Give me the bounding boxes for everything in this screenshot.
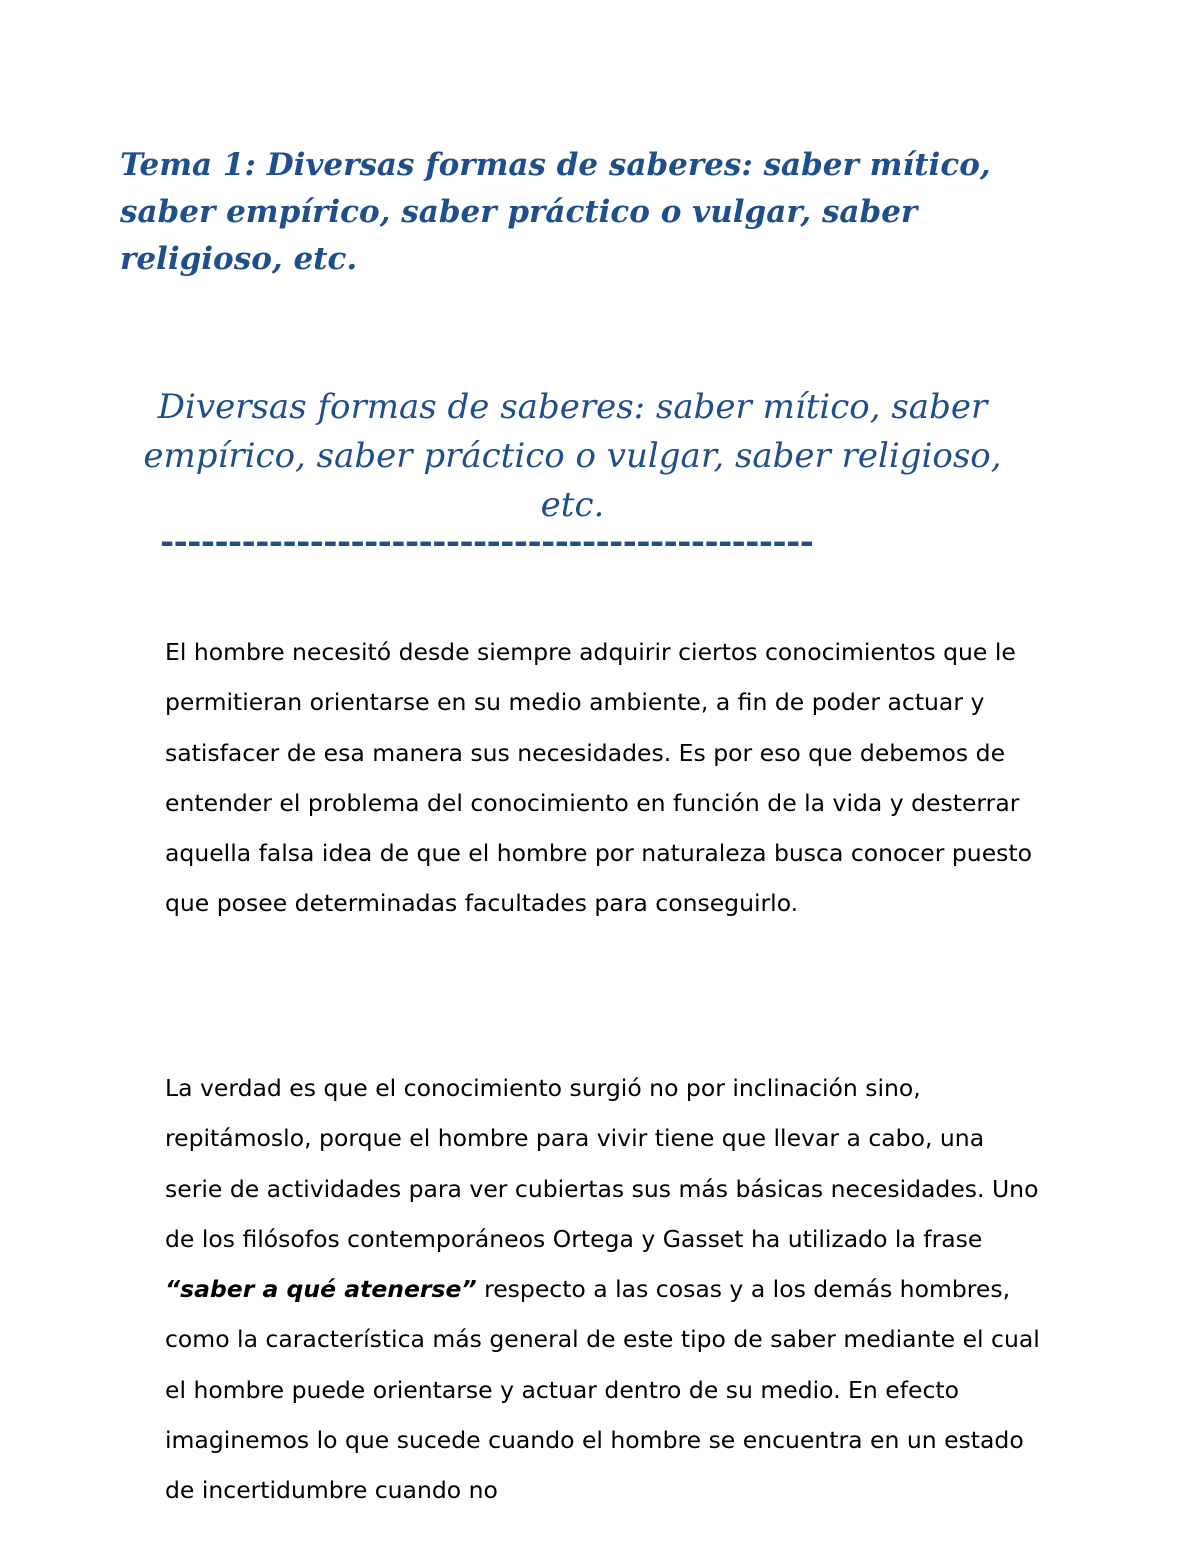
paragraph-1: El hombre necesitó desde siempre adquirir ciertos conocimientos que le permitieran orientarse en su medio ambiente, a fin de poder actuar y satisfacer de esa manera sus necesidades. Es por eso que debemos de entender el problema del conocimiento en función de la vida y desterrar aquella falsa idea de que el hombre por naturaleza busca conocer puesto que posee determinadas facultades para conseguirlo.	[165, 638, 1032, 918]
paragraph-2-text-before: La verdad es que el conocimiento surgió no por inclinación sino, repitámoslo, porque el hombre para vivir tiene que llevar a cabo, una serie de actividades para ver cubiertas sus más básicas necesidades. Uno de los filósofos contemporáneos Ortega y Gasset ha utilizado la frase	[165, 1074, 1039, 1253]
paragraph-2-quote-close: ”	[461, 1275, 477, 1304]
dashed-separator: ------------------------------------------------	[160, 522, 814, 562]
paragraph-2	[165, 1063, 1045, 1516]
paragraph-2-text-after: respecto a las cosas y a los demás hombres, como la característica más general de este tipo de saber mediante el cual el hombre puede orientarse y actuar dentro de su medio. En efecto imaginemos lo que sucede cuando el hombre se encuentra en un estado de incertidumbre cuando no	[165, 1275, 1040, 1505]
primary-heading: Tema 1: Diversas formas de saberes: saber mítico, saber empírico, saber práctico o vulgar, saber religioso, etc.	[120, 147, 991, 277]
secondary-heading: Diversas formas de saberes: saber mítico, saber empírico, saber práctico o vulgar, saber religioso, etc.	[143, 387, 1002, 525]
paragraph-2-emphasis: saber a qué atenerse	[180, 1275, 462, 1304]
paragraph-2-quote-open: “	[165, 1275, 181, 1304]
